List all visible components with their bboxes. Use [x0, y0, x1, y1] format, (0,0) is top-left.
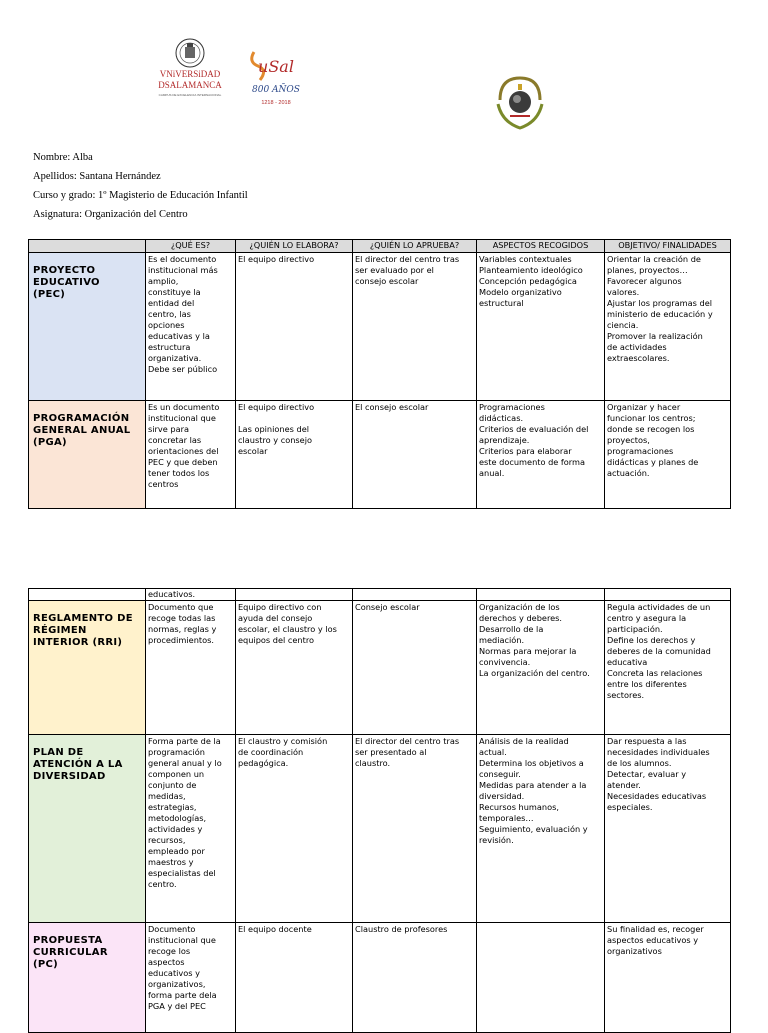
- cell-line: Programaciones: [479, 402, 545, 412]
- cell-line: metodologías,: [148, 813, 207, 823]
- university-campus-text: CAMPUS DE EXCELENCIA INTERNACIONAL: [158, 93, 222, 97]
- header-cell-aprueba: ¿QUIÉN LO APRUEBA?: [353, 240, 477, 253]
- cell-line: Variables contextuales: [479, 254, 572, 264]
- university-seal-icon: [176, 39, 204, 67]
- cell-line: didácticas.: [479, 413, 524, 423]
- anniversary-logo: [252, 52, 300, 106]
- cell-line: Las opiniones del: [238, 424, 310, 434]
- cell-line: necesidades individuales: [607, 747, 710, 757]
- cell-aprueba-pad: [353, 735, 477, 923]
- cell-line: actuación.: [607, 468, 650, 478]
- cell-line: Documento que: [148, 602, 214, 612]
- cell-objetivo-pad: [605, 735, 731, 923]
- cell-line: Debe ser público: [148, 364, 218, 374]
- cell-line: derechos y deberes.: [479, 613, 563, 623]
- anniversary-years: 1218 - 2018: [261, 100, 291, 106]
- cell-line: Criterios de evaluación del: [479, 424, 589, 434]
- cell-line: aspectos: [148, 957, 185, 967]
- cell-line: centro, las: [148, 309, 191, 319]
- cell-line: organizativos,: [148, 979, 206, 989]
- cell-line: EDUCATIVO: [33, 277, 100, 288]
- cell-line: constituye la: [148, 287, 201, 297]
- cell-line: aprendizaje.: [479, 435, 530, 445]
- cell-line: El consejo escolar: [355, 402, 429, 412]
- cell-line: (PEC): [33, 289, 66, 300]
- cell-elabora-pec: [236, 253, 353, 401]
- documents-table-page2: [28, 588, 731, 1033]
- cell-line: centro.: [148, 879, 177, 889]
- cell-line: Ajustar los programas del: [607, 298, 713, 308]
- cell-line: El equipo directivo: [238, 402, 315, 412]
- cell-line: Recursos humanos,: [479, 802, 559, 812]
- cell-line: PEC y que deben: [148, 457, 218, 467]
- cell-line: revisión.: [479, 835, 514, 845]
- cell-que-pc: [146, 923, 236, 1033]
- cell-line: Consejo escolar: [355, 602, 420, 612]
- cell-line: deberes de la comunidad: [607, 646, 711, 656]
- cell-line: estructura: [148, 342, 191, 352]
- student-course: Curso y grado: 1º Magisterio de Educación Infantil: [33, 190, 248, 201]
- anniversary-mark: uSal: [258, 57, 294, 76]
- cell-aprueba-pec: [353, 253, 477, 401]
- cell-line: Regula actividades de un: [607, 602, 711, 612]
- cell-line: componen un: [148, 769, 205, 779]
- cell-objetivo-pga: [605, 401, 731, 509]
- cell-line: actual.: [479, 747, 507, 757]
- cell-line: funcionar los centros;: [607, 413, 696, 423]
- cell-aspectos-rri: [477, 601, 605, 735]
- cell-line: PROYECTO: [33, 265, 96, 276]
- cell-line: claustro.: [355, 758, 391, 768]
- cell-line: organizativa.: [148, 353, 202, 363]
- cell-line: diversidad.: [479, 791, 525, 801]
- cell-line: atender.: [607, 780, 641, 790]
- table-row-pec: [29, 253, 731, 401]
- cell-line: Su finalidad es, recoger: [607, 924, 704, 934]
- cell-line: El equipo directivo: [238, 254, 315, 264]
- cell-line: ciencia.: [607, 320, 639, 330]
- cell-line: empleado por: [148, 846, 205, 856]
- cell-line: didácticas y planes de: [607, 457, 699, 467]
- cell-line: organizativos: [607, 946, 662, 956]
- cell-line: Análisis de la realidad: [479, 736, 569, 746]
- cell-line: recursos,: [148, 835, 186, 845]
- cell-line: entre los diferentes: [607, 679, 687, 689]
- cell-que-pga: [146, 401, 236, 509]
- cell-que-rri: [146, 601, 236, 735]
- cell-line: procedimientos.: [148, 635, 214, 645]
- continuation-empty-3: [477, 589, 605, 601]
- cell-line: escolar, el claustro y los: [238, 624, 337, 634]
- university-logo: [158, 36, 318, 131]
- cell-elabora-pad: [236, 735, 353, 923]
- student-subject: Asignatura: Organización del Centro: [33, 209, 188, 220]
- cell-line: amplio,: [148, 276, 179, 286]
- cell-line: GENERAL ANUAL: [33, 425, 131, 436]
- table-header-row: [29, 240, 731, 253]
- cell-line: Documento: [148, 924, 196, 934]
- cell-line: sectores.: [607, 690, 645, 700]
- cell-line: participación.: [607, 624, 663, 634]
- cell-line: ser presentado al: [355, 747, 427, 757]
- cell-line: extraescolares.: [607, 353, 670, 363]
- cell-line: planes, proyectos…: [607, 265, 688, 275]
- header-cell-aspectos: ASPECTOS RECOGIDOS: [477, 240, 605, 253]
- cell-aprueba-pc: [353, 923, 477, 1033]
- cell-line: El claustro y comisión: [238, 736, 328, 746]
- cell-line: REGLAMENTO DE: [33, 613, 133, 624]
- cell-objetivo-pc: [605, 923, 731, 1033]
- cell-line: actividades y: [148, 824, 203, 834]
- cell-line: concretar las: [148, 435, 202, 445]
- cell-line: conjunto de: [148, 780, 197, 790]
- cell-line: anual.: [479, 468, 505, 478]
- cell-line: Planteamiento ideológico: [479, 265, 583, 275]
- cell-line: PROGRAMACIÓN: [33, 413, 130, 424]
- cell-line: temporales…: [479, 813, 534, 823]
- cell-line: El director del centro tras: [355, 254, 460, 264]
- student-surnames: Apellidos: Santana Hernández: [33, 171, 161, 182]
- continuation-label: [29, 589, 146, 601]
- cell-line: equipos del centro: [238, 635, 315, 645]
- cell-line: Es el documento: [148, 254, 217, 264]
- cell-line: Es un documento: [148, 402, 220, 412]
- cell-line: educativos y: [148, 968, 200, 978]
- documents-table-page1: [28, 239, 731, 509]
- cell-line: DIVERSIDAD: [33, 771, 106, 782]
- cell-aspectos-pad: [477, 735, 605, 923]
- cell-line: centro y asegura la: [607, 613, 687, 623]
- cell-line: Dar respuesta a las: [607, 736, 687, 746]
- row-label-pc: [29, 923, 146, 1033]
- cell-line: Detectar, evaluar y: [607, 769, 687, 779]
- cell-elabora-pc: [236, 923, 353, 1033]
- continuation-text: educativos.: [146, 589, 236, 601]
- cell-line: Favorecer algunos: [607, 276, 682, 286]
- cell-line: mediación.: [479, 635, 525, 645]
- header-cell-empty: [29, 240, 146, 253]
- cell-line: Promover la realización: [607, 331, 703, 341]
- university-name-line2: DSALAMANCA: [158, 80, 222, 90]
- cell-aprueba-pga: [353, 401, 477, 509]
- cell-line: donde se recogen los: [607, 424, 695, 434]
- cell-line: La organización del centro.: [479, 668, 590, 678]
- cell-elabora-rri: [236, 601, 353, 735]
- cell-line: Necesidades educativas: [607, 791, 707, 801]
- header-cell-elabora: ¿QUIÉN LO ELABORA?: [236, 240, 353, 253]
- continuation-empty-1: [236, 589, 353, 601]
- cell-line: institucional que: [148, 413, 216, 423]
- cell-line: pedagógica.: [238, 758, 289, 768]
- university-name-line1: VNiVERSiDAD: [159, 69, 221, 79]
- cell-line: Organizar y hacer: [607, 402, 681, 412]
- cell-line: CURRICULAR: [33, 947, 108, 958]
- cell-line: medidas,: [148, 791, 186, 801]
- cell-line: estructural: [479, 298, 524, 308]
- cell-line: conseguir.: [479, 769, 521, 779]
- continuation-empty-2: [353, 589, 477, 601]
- row-label-pad: [29, 735, 146, 923]
- cell-line: tener todos los: [148, 468, 210, 478]
- cell-line: El equipo docente: [238, 924, 312, 934]
- cell-line: aspectos educativos y: [607, 935, 699, 945]
- cell-line: opciones: [148, 320, 185, 330]
- cell-line: claustro y consejo: [238, 435, 312, 445]
- header-cell-objetivo: OBJETIVO/ FINALIDADES: [605, 240, 731, 253]
- cell-line: Define los derechos y: [607, 635, 696, 645]
- cell-que-pec: [146, 253, 236, 401]
- cell-line: de los alumnos.: [607, 758, 672, 768]
- cell-aspectos-pc: [477, 923, 605, 1033]
- cell-objetivo-pec: [605, 253, 731, 401]
- faculty-emblem-icon: [490, 70, 550, 135]
- cell-line: Normas para mejorar la: [479, 646, 577, 656]
- cell-line: sirve para: [148, 424, 189, 434]
- table-row-pc: [29, 923, 731, 1033]
- table-row-rri: [29, 601, 731, 735]
- cell-line: de actividades: [607, 342, 667, 352]
- cell-line: PROPUESTA: [33, 935, 103, 946]
- cell-line: centros: [148, 479, 179, 489]
- cell-elabora-pga: [236, 401, 353, 509]
- cell-line: Claustro de profesores: [355, 924, 448, 934]
- cell-line: ayuda del consejo: [238, 613, 313, 623]
- cell-line: PLAN DE: [33, 747, 84, 758]
- cell-line: este documento de forma: [479, 457, 586, 467]
- cell-line: programación: [148, 747, 205, 757]
- table-row-pga: [29, 401, 731, 509]
- cell-line: estrategias,: [148, 802, 197, 812]
- cell-line: especiales.: [607, 802, 653, 812]
- cell-line: recoge los: [148, 946, 191, 956]
- cell-line: valores.: [607, 287, 640, 297]
- cell-line: institucional más: [148, 265, 218, 275]
- cell-line: proyectos,: [607, 435, 650, 445]
- continuation-empty-4: [605, 589, 731, 601]
- header-cell-que: ¿QUÉ ES?: [146, 240, 236, 253]
- cell-line: ministerio de educación y: [607, 309, 713, 319]
- cell-line: Forma parte de la: [148, 736, 221, 746]
- cell-line: de coordinación: [238, 747, 304, 757]
- cell-line: general anual y lo: [148, 758, 222, 768]
- cell-line: (PGA): [33, 437, 67, 448]
- cell-line: especialistas del: [148, 868, 216, 878]
- cell-line: Seguimiento, evaluación y: [479, 824, 588, 834]
- cell-objetivo-rri: [605, 601, 731, 735]
- anniversary-text: 800 AÑOS: [252, 85, 300, 95]
- cell-line: Medidas para atender a la: [479, 780, 587, 790]
- cell-line: escolar: [238, 446, 268, 456]
- cell-line: ser evaluado por el: [355, 265, 434, 275]
- cell-line: institucional que: [148, 935, 216, 945]
- cell-que-pad: [146, 735, 236, 923]
- cell-aspectos-pec: [477, 253, 605, 401]
- cell-line: educativas y la: [148, 331, 210, 341]
- cell-line: Modelo organizativo: [479, 287, 562, 297]
- row-label-rri: [29, 601, 146, 735]
- cell-line: orientaciones del: [148, 446, 219, 456]
- cell-line: Criterios para elaborar: [479, 446, 572, 456]
- cell-line: maestros y: [148, 857, 194, 867]
- cell-line: INTERIOR (RRI): [33, 637, 123, 648]
- cell-line: (PC): [33, 959, 59, 970]
- cell-line: consejo escolar: [355, 276, 419, 286]
- cell-aspectos-pga: [477, 401, 605, 509]
- cell-line: RÉGIMEN: [33, 625, 87, 636]
- cell-line: Determina los objetivos a: [479, 758, 584, 768]
- cell-line: Desarrollo de la: [479, 624, 544, 634]
- student-name: Nombre: Alba: [33, 152, 93, 163]
- cell-line: recoge todas las: [148, 613, 216, 623]
- row-label-pec: [29, 253, 146, 401]
- cell-line: PGA y del PEC: [148, 1001, 206, 1011]
- cell-aprueba-rri: [353, 601, 477, 735]
- cell-line: entidad del: [148, 298, 195, 308]
- row-label-pga: [29, 401, 146, 509]
- cell-line: normas, reglas y: [148, 624, 217, 634]
- table-continuation-row: [29, 589, 731, 601]
- table-row-pad: [29, 735, 731, 923]
- cell-line: educativa: [607, 657, 648, 667]
- cell-line: [238, 413, 350, 424]
- cell-line: Concepción pedagógica: [479, 276, 577, 286]
- cell-line: ATENCIÓN A LA: [33, 759, 123, 770]
- cell-line: programaciones: [607, 446, 674, 456]
- cell-line: Concreta las relaciones: [607, 668, 703, 678]
- cell-line: Organización de los: [479, 602, 560, 612]
- cell-line: forma parte dela: [148, 990, 217, 1000]
- cell-line: Equipo directivo con: [238, 602, 322, 612]
- cell-line: Orientar la creación de: [607, 254, 701, 264]
- cell-line: El director del centro tras: [355, 736, 460, 746]
- cell-line: convivencia.: [479, 657, 531, 667]
